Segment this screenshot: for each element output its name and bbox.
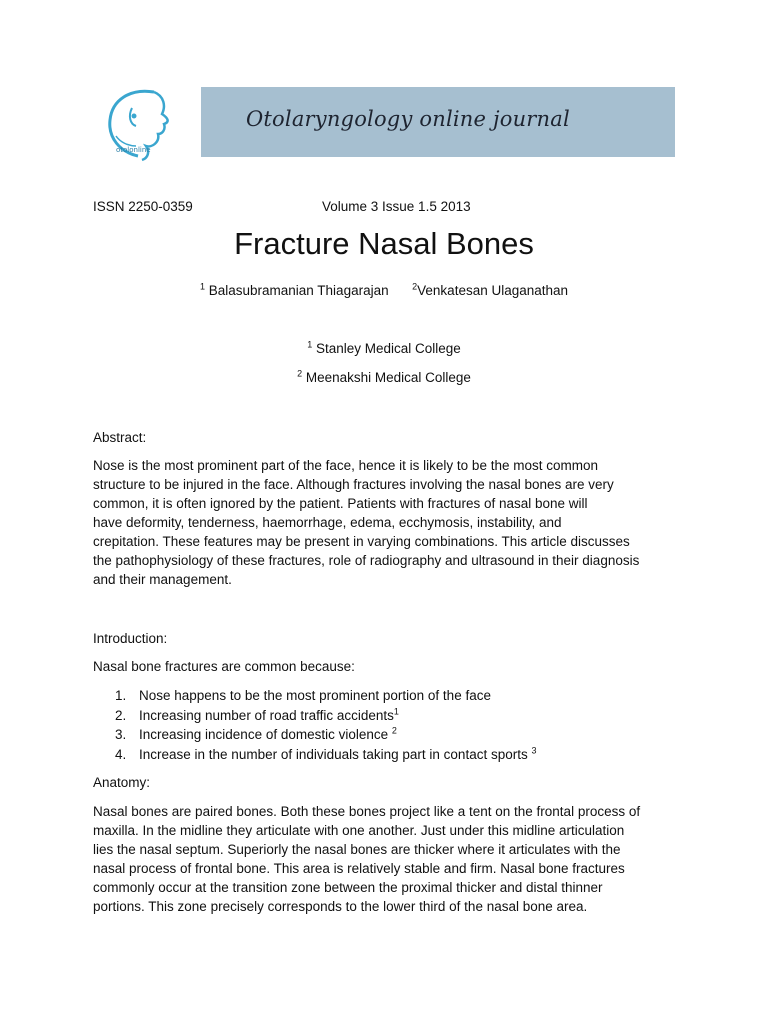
reasons-list (93, 686, 683, 764)
author-list (0, 283, 768, 298)
list-text: Increase in the number of individuals taking part in contact sports (139, 746, 532, 762)
list-text: Increasing number of road traffic accidents (139, 707, 394, 723)
face-profile-logo-icon (92, 86, 200, 162)
citation-mark: 2 (391, 725, 397, 736)
abstract-heading: Abstract: (93, 430, 147, 445)
affiliation-1-mark: 1 (307, 339, 313, 350)
list-number: 4. (115, 746, 127, 762)
list-number: 3. (115, 727, 127, 742)
journal-title: Otolaryngology online journal (246, 107, 570, 131)
introduction-heading: Introduction: (93, 631, 168, 646)
list-item (93, 706, 683, 726)
anatomy-line: lies the nasal septum. Superiorly the nasal bones are thicker where it articulates with the (93, 842, 621, 857)
anatomy-line: Nasal bones are paired bones. Both these bones project like a tent on the frontal process of (93, 804, 641, 819)
list-item (93, 725, 683, 745)
author-2-mark: 2 (412, 281, 418, 292)
affiliation-2-mark: 2 (297, 368, 303, 379)
anatomy-paragraph (93, 802, 683, 916)
list-text: Increasing incidence of domestic violence (139, 727, 392, 742)
introduction-lead: Nasal bone fractures are common because: (93, 659, 355, 674)
author-2-name: Venkatesan Ulaganathan (417, 283, 569, 298)
list-number: 1. (115, 688, 127, 703)
journal-logo (92, 86, 200, 162)
list-number: 2. (115, 707, 127, 723)
list-item (93, 745, 683, 765)
abstract-line: crepitation. These features may be present in varying combinations. This article discusses (93, 534, 630, 549)
author-1-name: Balasubramanian Thiagarajan (208, 283, 389, 298)
abstract-line: have deformity, tenderness, haemorrhage, edema, ecchymosis, instability, and (93, 515, 562, 530)
affiliation-1-name: Stanley Medical College (315, 341, 461, 356)
abstract-line: Nose is the most prominent part of the face, hence it is likely to be the most common (93, 458, 598, 473)
abstract-line: the pathophysiology of these fractures, role of radiography and ultrasound in their diagnosis (93, 553, 640, 568)
volume-issue: Volume 3 Issue 1.5 2013 (322, 199, 471, 214)
issn: ISSN 2250-0359 (93, 199, 193, 214)
abstract-line: and their management. (93, 572, 232, 587)
anatomy-line: maxilla. In the midline they articulate with one another. Just under this midline articulation (93, 823, 625, 838)
affiliation-1 (0, 341, 768, 356)
abstract-paragraph (93, 456, 683, 589)
list-item (93, 686, 683, 706)
citation-mark: 3 (531, 745, 537, 755)
affiliation-2-name: Meenakshi Medical College (305, 370, 471, 385)
anatomy-line: nasal process of frontal bone. This area is relatively stable and firm. Nasal bone fractures (93, 861, 625, 876)
affiliation-2 (0, 370, 768, 385)
anatomy-heading: Anatomy: (93, 775, 151, 790)
article-title: Fracture Nasal Bones (234, 226, 534, 261)
author-1-mark: 1 (199, 281, 205, 292)
list-text: Nose happens to be the most prominent portion of the face (139, 688, 491, 703)
abstract-line: structure to be injured in the face. Although fractures involving the nasal bones are very (93, 477, 614, 492)
journal-banner (201, 87, 675, 157)
citation-mark: 1 (393, 706, 399, 716)
anatomy-line: commonly occur at the transition zone between the proximal thicker and distal thinner (93, 880, 603, 895)
logo-text: otolonline (116, 146, 151, 154)
anatomy-line: portions. This zone precisely corresponds to the lower third of the nasal bone area. (93, 899, 588, 914)
abstract-line: common, it is often ignored by the patient. Patients with fractures of nasal bone will (93, 496, 588, 511)
